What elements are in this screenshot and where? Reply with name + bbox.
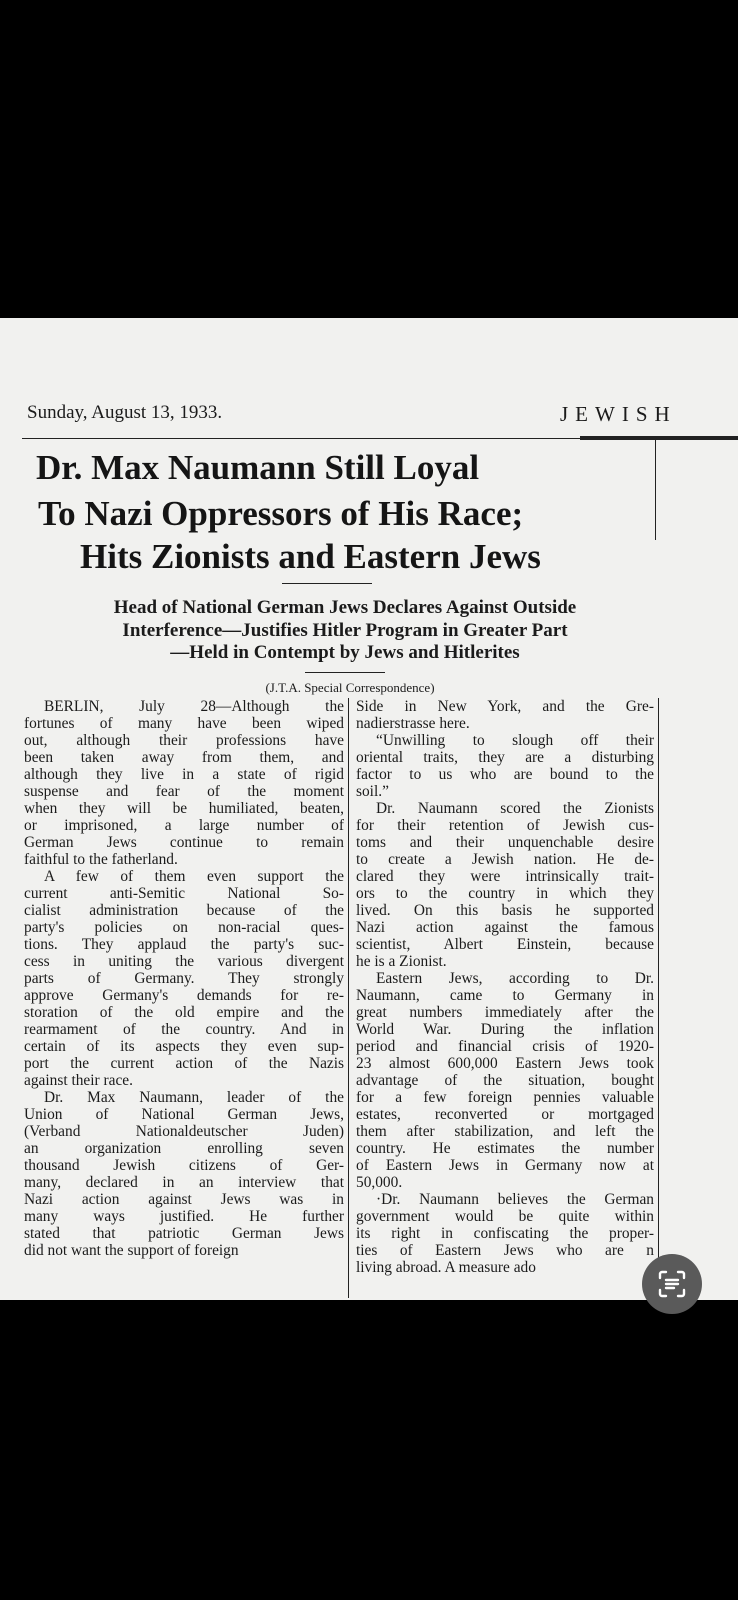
text-line: Side in New York, and the Gre- xyxy=(356,698,654,715)
text-line: country. He estimates the number xyxy=(356,1140,654,1157)
text-line: for their retention of Jewish cus- xyxy=(356,817,654,834)
text-line: Nazi action against the famous xyxy=(356,919,654,936)
text-line: Eastern Jews, according to Dr. xyxy=(376,970,654,987)
article-paragraph xyxy=(356,732,654,800)
header-rule-thick xyxy=(580,436,738,440)
text-line: estates, reconverted or mortgaged xyxy=(356,1106,654,1123)
text-line: cess in uniting the various divergent xyxy=(24,953,344,970)
scan-text-icon xyxy=(657,1269,687,1299)
article-paragraph xyxy=(356,800,654,970)
subhead-line-1: Head of National German Jews Declares Against Outside xyxy=(113,597,577,618)
text-line: storation of the old empire and the xyxy=(24,1004,344,1021)
article-paragraph xyxy=(24,698,344,868)
subhead-line-3: —Held in Contempt by Jews and Hitlerites xyxy=(170,642,520,663)
masthead: JEWISH xyxy=(560,402,677,426)
text-line: “Unwilling to slough off their xyxy=(376,732,654,749)
text-line: to create a Jewish nation. He de- xyxy=(356,851,654,868)
scan-text-button[interactable] xyxy=(642,1254,702,1314)
text-line: current anti-Semitic National So- xyxy=(24,885,344,902)
text-line: World War. During the inflation xyxy=(356,1021,654,1038)
text-line: Union of National German Jews, xyxy=(24,1106,344,1123)
text-line: he is a Zionist. xyxy=(356,953,447,970)
header-rule xyxy=(22,438,582,439)
text-line: Dr. Max Naumann, leader of the xyxy=(44,1089,344,1106)
text-line: fortunes of many have been wiped xyxy=(24,715,344,732)
text-line: ties of Eastern Jews who are n xyxy=(356,1242,654,1259)
text-line: when they will be humiliated, beaten, xyxy=(24,800,344,817)
text-line: faithful to the fatherland. xyxy=(24,851,178,868)
subhead-line-2: Interference—Justifies Hitler Program in Greater Part xyxy=(122,620,568,641)
text-line: although they live in a state of rigid xyxy=(24,766,344,783)
column-divider xyxy=(655,440,656,540)
text-line: Nazi action against Jews was in xyxy=(24,1191,344,1208)
text-line: tions. They applaud the party's suc- xyxy=(24,936,344,953)
article-column-left xyxy=(24,698,344,1259)
text-line: nadierstrasse here. xyxy=(356,715,470,732)
text-line: against their race. xyxy=(24,1072,133,1089)
article-paragraph xyxy=(24,1089,344,1259)
article-paragraph xyxy=(356,698,654,732)
text-line: 23 almost 600,000 Eastern Jews took xyxy=(356,1055,654,1072)
text-line: great numbers immediately after the xyxy=(356,1004,654,1021)
text-line: German Jews continue to remain xyxy=(24,834,344,851)
article-paragraph xyxy=(24,868,344,1089)
text-line: an organization enrolling seven xyxy=(24,1140,344,1157)
headline-line-1: Dr. Max Naumann Still Loyal xyxy=(36,448,480,487)
text-line: rearmament of the country. And in xyxy=(24,1021,344,1038)
text-line: factor to us who are bound to the xyxy=(356,766,654,783)
column-divider xyxy=(658,698,659,1298)
headline-line-2: To Nazi Oppressors of His Race; xyxy=(38,494,524,533)
article-paragraph xyxy=(356,970,654,1191)
text-line: or imprisoned, a large number of xyxy=(24,817,344,834)
text-line: (Verband Nationaldeutscher Juden) xyxy=(24,1123,344,1140)
text-line: BERLIN, July 28—Although the xyxy=(44,698,344,715)
text-line: ors to the country in which they xyxy=(356,885,654,902)
headline-rule xyxy=(282,583,372,584)
text-line: stated that patriotic German Jews xyxy=(24,1225,344,1242)
text-line: scientist, Albert Einstein, because xyxy=(356,936,654,953)
text-line: out, although their professions have xyxy=(24,732,344,749)
text-line: suspense and fear of the moment xyxy=(24,783,344,800)
text-line: clared they were intrinsically trait- xyxy=(356,868,654,885)
issue-date: Sunday, August 13, 1933. xyxy=(27,402,223,423)
text-line: its right in confiscating the proper- xyxy=(356,1225,654,1242)
text-line: oriental traits, they are a disturbing xyxy=(356,749,654,766)
text-line: approve Germany's demands for re- xyxy=(24,987,344,1004)
text-line: parts of Germany. They strongly xyxy=(24,970,344,987)
subhead-rule xyxy=(305,672,385,673)
article-column-right xyxy=(356,698,654,1276)
text-line: party's policies on non-racial ques- xyxy=(24,919,344,936)
text-line: soil.” xyxy=(356,783,389,800)
text-line: ·Dr. Naumann believes the German xyxy=(376,1191,654,1208)
text-line: did not want the support of foreign xyxy=(24,1242,239,1259)
text-line: toms and their unquenchable desire xyxy=(356,834,654,851)
text-line: lived. On this basis he supported xyxy=(356,902,654,919)
text-line: living abroad. A measure ado xyxy=(356,1259,536,1276)
headline-line-3: Hits Zionists and Eastern Jews xyxy=(80,537,541,576)
text-line: period and financial crisis of 1920- xyxy=(356,1038,654,1055)
text-line: port the current action of the Nazis xyxy=(24,1055,344,1072)
newspaper-clipping xyxy=(0,318,738,1300)
text-line: Naumann, came to Germany in xyxy=(356,987,654,1004)
text-line: 50,000. xyxy=(356,1174,403,1191)
text-line: them after stabilization, and left the xyxy=(356,1123,654,1140)
column-divider xyxy=(348,698,349,1298)
text-line: advantage of the situation, bought xyxy=(356,1072,654,1089)
text-line: for a few foreign pennies valuable xyxy=(356,1089,654,1106)
article-paragraph xyxy=(356,1191,654,1276)
text-line: Dr. Naumann scored the Zionists xyxy=(376,800,654,817)
text-line: certain of its aspects they even sup- xyxy=(24,1038,344,1055)
text-line: many, declared in an interview that xyxy=(24,1174,344,1191)
text-line: cialist administration because of the xyxy=(24,902,344,919)
text-line: of Eastern Jews in Germany now at xyxy=(356,1157,654,1174)
text-line: government would be quite within xyxy=(356,1208,654,1225)
text-line: A few of them even support the xyxy=(44,868,344,885)
text-line: many ways justified. He further xyxy=(24,1208,344,1225)
byline-credit: (J.T.A. Special Correspondence) xyxy=(265,680,435,695)
text-line: thousand Jewish citizens of Ger- xyxy=(24,1157,344,1174)
text-line: been taken away from them, and xyxy=(24,749,344,766)
